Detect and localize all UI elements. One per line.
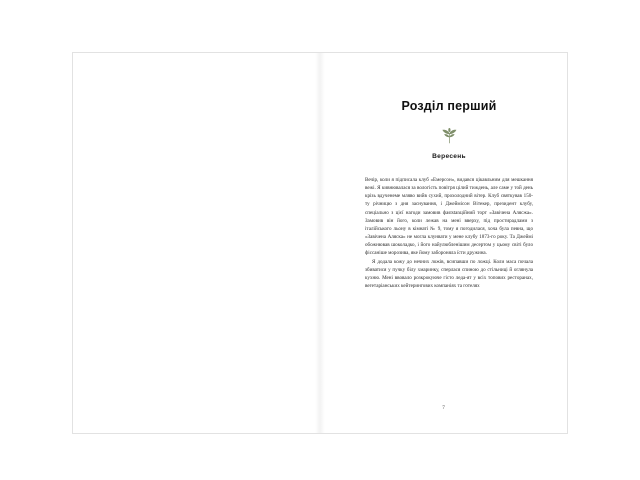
page-number: 7 <box>442 405 445 411</box>
chapter-title: Розділ перший <box>401 99 497 113</box>
body-paragraph: Вечір, коли я підписала клуб «Емерсон», видався цікавльним для мешкання вежі. Я кивнювалася за вологість повітря цілий тиждень, але саме у той день крізь вдученеме мляво вийв сухий, прохолодний вітер. Клуб святкував 150-ту річницю з дня заснування, і Джеймісон Вітекер, президент клубу, спеціально з цієї нагоди замовив фаststanційний торт «Завічена Алясжа». Замовив він його, коли лежав на мені вверху, під простирадлами з італійського льону в кімнаті № 9, тому я погодилася, хоча була певна, що «Завічена Аляска» не могла клунвати у мене клубу 1873-го року. Та Джеймі обожнював шоколадко, і його найулюбленішим десертом у цьому світі було фіссаніше морозива, яке йому забороняла їсти дружина. <box>365 177 533 257</box>
page-left <box>73 53 320 433</box>
section-label: Вересень <box>432 153 466 160</box>
leaf-sprig-ornament-icon <box>365 127 533 144</box>
book-spread <box>72 52 568 434</box>
page-right <box>320 53 567 433</box>
body-paragraph: Я додала кожу до нечних ложів, всипавши по ложці. Коли маса почала збиватися у пучку білу хмаринку, сперлася спиною до стільниці й оглянула кухню. Мені ввовало розкрокуюче гісто леда-ят у всіх топових ресторанах, вегетаріанських кейтерингових компаніях та готелях <box>365 258 533 290</box>
page-right-text-column <box>365 99 533 290</box>
